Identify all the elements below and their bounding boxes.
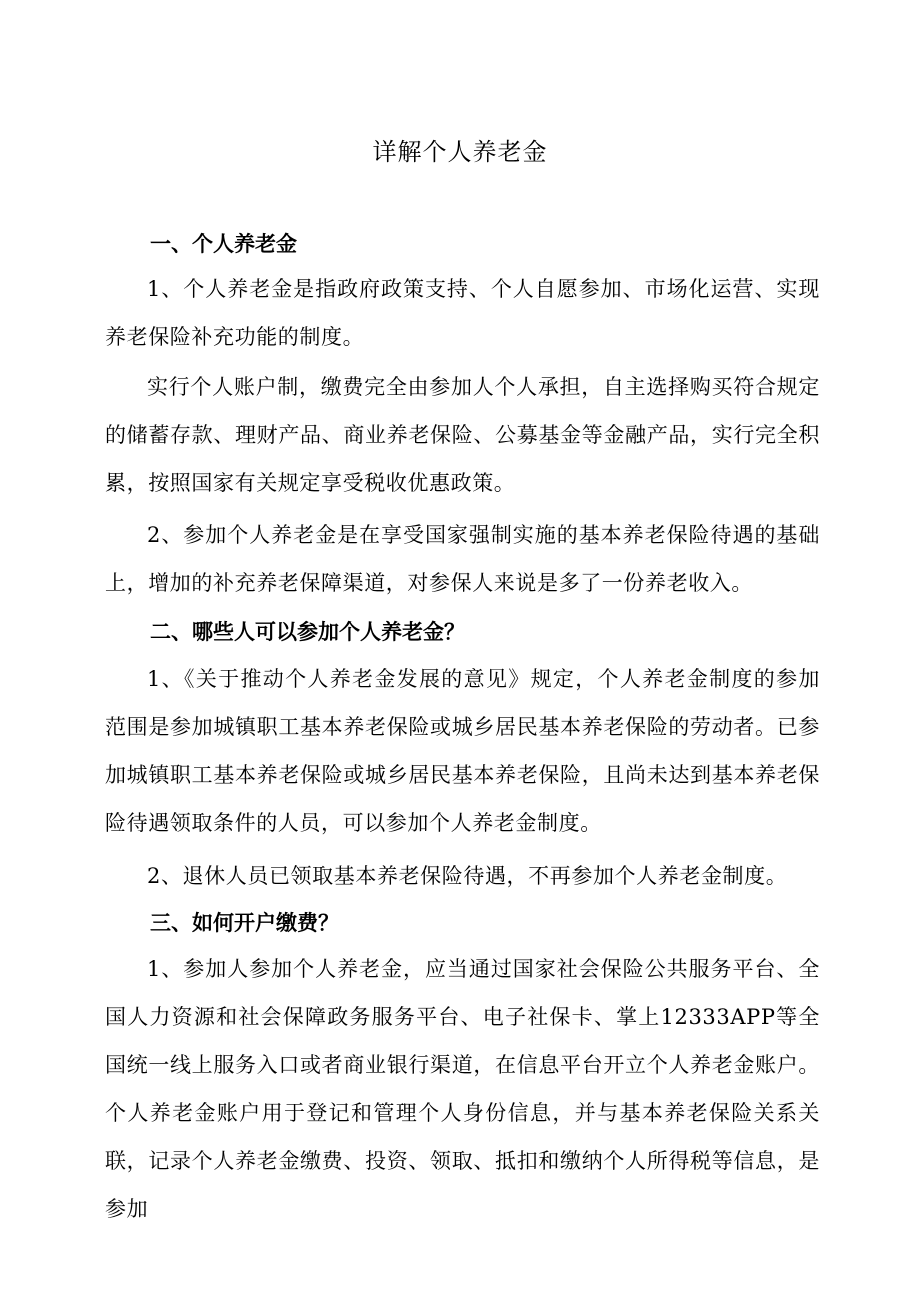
paragraph-2-2: 2、退休人员已领取基本养老保险待遇，不再参加个人养老金制度。: [147, 864, 788, 888]
document-title: 详解个人养老金: [372, 138, 548, 166]
paragraph-1-3: 2、参加个人养老金是在享受国家强制实施的基本养老保险待遇的基础上，增加的补充养老保障渠道，对参保人来说是多了一份养老收入。: [105, 523, 820, 595]
section-heading-2: 二、哪些人可以参加个人养老金？: [150, 620, 465, 644]
paragraph-1-2: 实行个人账户制，缴费完全由参加人个人承担，自主选择购买符合规定的储蓄存款、理财产品、商业养老保险、公募基金等金融产品，实行完全积累，按照国家有关规定享受税收优惠政策。: [105, 375, 820, 495]
paragraph-2-1: 1、《关于推动个人养老金发展的意见》规定，个人养老金制度的参加范围是参加城镇职工基本养老保险或城乡居民基本养老保险的劳动者。已参加城镇职工基本养老保险或城乡居民基本养老保险，且尚未达到基本养老保险待遇领取条件的人员，可以参加个人养老金制度。: [105, 667, 820, 835]
section-heading-3: 三、如何开户缴费？: [150, 911, 339, 935]
section-heading-1: 一、个人养老金: [150, 232, 297, 256]
paragraph-1-1: 1、个人养老金是指政府政策支持、个人自愿参加、市场化运营、实现养老保险补充功能的制度。: [105, 277, 820, 349]
paragraph-3-1: 1、参加人参加个人养老金，应当通过国家社会保险公共服务平台、全国人力资源和社会保障政务服务平台、电子社保卡、掌上12333APP等全国统一线上服务入口或者商业银行渠道，在信息平台开立个人养老金账户。个人养老金账户用于登记和管理个人身份信息，并与基本养老保险关系关联，记录个人养老金缴费、投资、领取、抵扣和缴纳个人所得税等信息，是参加: [105, 957, 820, 1221]
